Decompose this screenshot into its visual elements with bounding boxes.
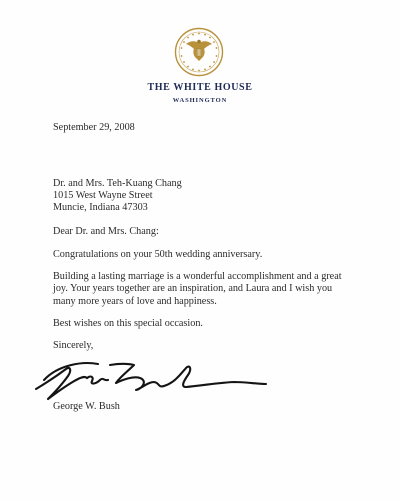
recipient-name: Dr. and Mrs. Teh-Kuang Chang [53, 178, 182, 189]
handwritten-signature-icon [30, 353, 270, 403]
letterhead-location: WASHINGTON [172, 97, 228, 104]
paragraph-congratulations: Congratulations on your 50th wedding anniversary. [53, 249, 263, 260]
paragraph-best-wishes: Best wishes on this special occasion. [53, 318, 203, 329]
letter-date: September 29, 2008 [53, 122, 135, 133]
paragraph-marriage [53, 271, 342, 308]
presidential-seal-icon [174, 27, 224, 77]
letterhead-title: THE WHITE HOUSE [147, 82, 253, 93]
recipient-street: 1015 West Wayne Street [53, 190, 153, 201]
paragraph-line: many more years of love and happiness. [53, 295, 217, 307]
paragraph-line: joy. Your years together are an inspiration, and Laura and I wish you [53, 283, 333, 295]
salutation: Dear Dr. and Mrs. Chang: [53, 226, 159, 237]
paragraph-line: Building a lasting marriage is a wonderful accomplishment and a great [53, 271, 342, 282]
recipient-city-state-zip: Muncie, Indiana 47303 [53, 202, 148, 213]
closing: Sincerely, [53, 340, 94, 351]
signer-name: George W. Bush [53, 401, 120, 412]
